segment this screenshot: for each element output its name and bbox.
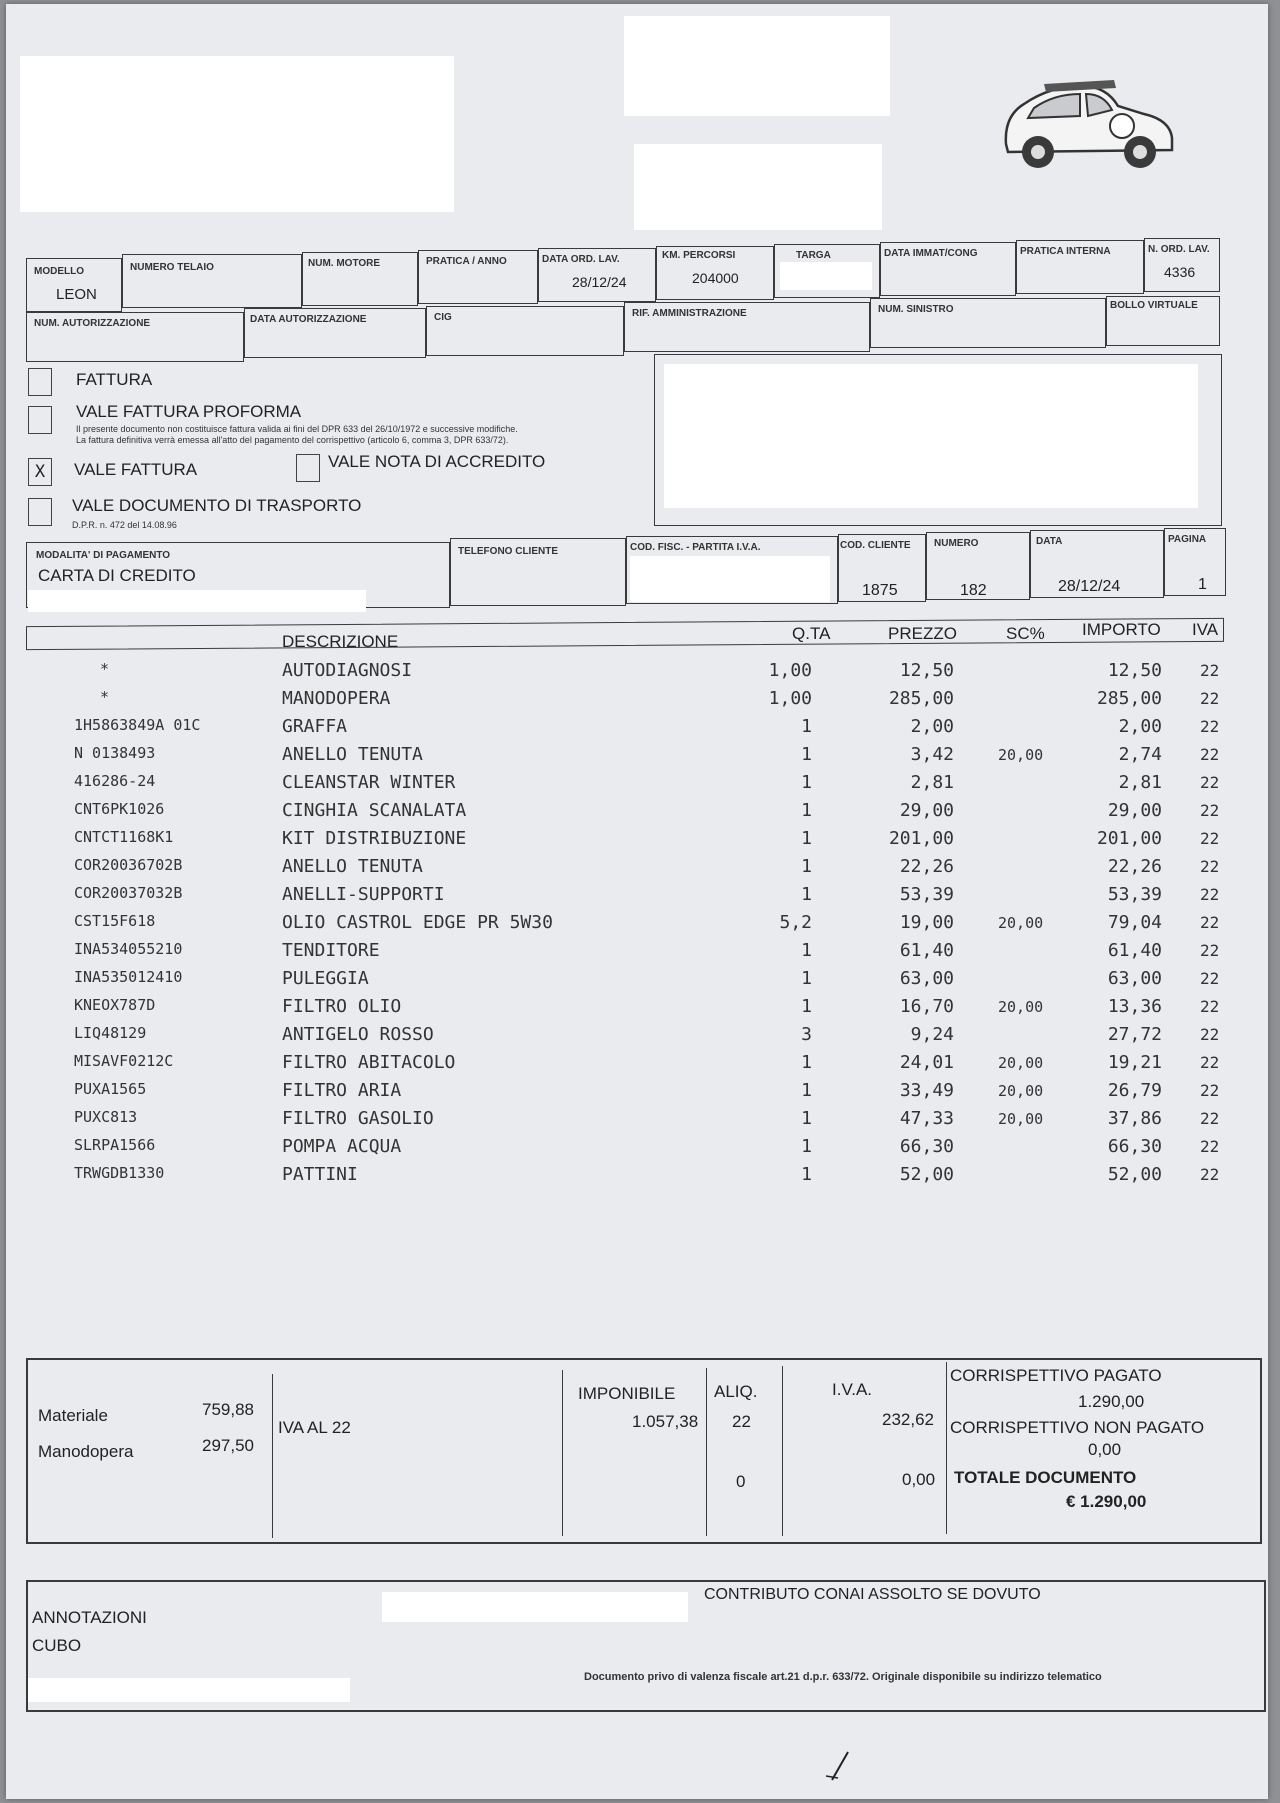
item-iva: 22 (1200, 689, 1220, 708)
rif-amministrazione-label: RIF. AMMINISTRAZIONE (632, 308, 747, 319)
item-price: 2,00 (910, 716, 954, 737)
documento-trasporto-label: VALE DOCUMENTO DI TRASPORTO (72, 496, 362, 515)
item-iva: 22 (1200, 969, 1220, 988)
targa-label: TARGA (796, 250, 831, 261)
item-description: TENDITORE (282, 940, 380, 961)
summary-divider-1 (272, 1374, 273, 1538)
item-price: 201,00 (888, 828, 954, 849)
item-iva: 22 (1200, 1081, 1220, 1100)
item-code: MISAVF0212C (74, 1052, 174, 1070)
item-price: 33,49 (899, 1080, 954, 1101)
item-code: INA534055210 (74, 940, 183, 958)
table-row (6, 800, 1268, 824)
item-importo: 66,30 (1107, 1136, 1162, 1157)
invoice-sheet (6, 4, 1268, 1799)
item-code: * (100, 660, 110, 678)
item-iva: 22 (1200, 1165, 1220, 1184)
numero-telaio-label: NUMERO TELAIO (130, 262, 214, 273)
item-price: 9,24 (910, 1024, 954, 1045)
item-code: COR20037032B (74, 884, 183, 902)
corrispettivo-pagato-label: CORRISPETTIVO PAGATO (950, 1366, 1162, 1385)
item-qta: 1 (801, 968, 812, 989)
modalita-pagamento-value: CARTA DI CREDITO (38, 566, 196, 585)
item-description: KIT DISTRIBUZIONE (282, 828, 467, 849)
table-row (6, 772, 1268, 796)
item-discount: 20,00 (998, 998, 1044, 1016)
item-code: N 0138493 (74, 744, 156, 762)
manodopera-label: Manodopera (38, 1442, 134, 1461)
item-description: CINGHIA SCANALATA (282, 800, 467, 821)
item-qta: 1 (801, 856, 812, 877)
pagina-value: 1 (1198, 576, 1207, 593)
summary-divider-3 (706, 1368, 707, 1536)
totale-documento-label: TOTALE DOCUMENTO (954, 1468, 1137, 1487)
annotazioni-label: ANNOTAZIONI (32, 1608, 147, 1627)
redacted-annotation (382, 1592, 688, 1622)
num-autorizzazione-label: NUM. AUTORIZZAZIONE (34, 318, 151, 329)
n-ord-lav-label: N. ORD. LAV. (1148, 244, 1210, 255)
pagina-label: PAGINA (1168, 534, 1207, 545)
item-description: OLIO CASTROL EDGE PR 5W30 (282, 912, 553, 933)
item-qta: 1 (801, 996, 812, 1017)
item-iva: 22 (1200, 857, 1220, 876)
item-discount: 20,00 (998, 914, 1044, 932)
imponibile-label: IMPONIBILE (578, 1384, 676, 1403)
fattura-label: FATTURA (76, 370, 153, 389)
totale-documento-value: € 1.290,00 (1066, 1492, 1147, 1511)
item-qta: 1 (801, 744, 812, 765)
summary-divider-5 (946, 1362, 947, 1534)
item-qta: 1 (801, 1136, 812, 1157)
item-qta: 1 (801, 1108, 812, 1129)
iva-header: IVA (1192, 620, 1219, 639)
item-description: GRAFFA (282, 716, 348, 737)
item-iva: 22 (1200, 773, 1220, 792)
km-percorsi-value: 204000 (692, 270, 739, 286)
data-value: 28/12/24 (1058, 578, 1121, 595)
item-description: POMPA ACQUA (282, 1136, 402, 1157)
descrizione-header: DESCRIZIONE (282, 632, 399, 651)
item-description: CLEANSTAR WINTER (282, 772, 456, 793)
annotazioni-value: CUBO (32, 1636, 82, 1655)
conai-note: CONTRIBUTO CONAI ASSOLTO SE DOVUTO (704, 1586, 1041, 1603)
table-row (6, 1136, 1268, 1160)
item-code: * (100, 688, 110, 706)
table-row (6, 940, 1268, 964)
cod-cliente-value: 1875 (862, 582, 898, 599)
table-row (6, 1108, 1268, 1132)
item-qta: 1,00 (768, 660, 812, 681)
summary-divider-4 (782, 1366, 783, 1536)
item-code: CNTCT1168K1 (74, 828, 174, 846)
item-description: MANODOPERA (282, 688, 391, 709)
numero-value: 182 (960, 582, 987, 599)
documento-trasporto-note: D.P.R. n. 472 del 14.08.96 (72, 520, 177, 530)
item-qta: 1,00 (768, 688, 812, 709)
num-sinistro-label: NUM. SINISTRO (878, 304, 954, 315)
item-importo: 61,40 (1107, 940, 1162, 961)
item-description: AUTODIAGNOSI (282, 660, 413, 681)
table-row (6, 716, 1268, 740)
item-iva: 22 (1200, 661, 1220, 680)
pratica-anno-label: PRATICA / ANNO (426, 256, 507, 267)
item-code: LIQ48129 (74, 1024, 147, 1042)
item-price: 285,00 (888, 688, 954, 709)
table-row (6, 1052, 1268, 1076)
item-iva: 22 (1200, 885, 1220, 904)
item-code: 1H5863849A 01C (74, 716, 201, 734)
item-code: PUXA1565 (74, 1080, 147, 1098)
item-price: 66,30 (899, 1136, 954, 1157)
qta-header: Q.TA (792, 624, 831, 643)
table-row (6, 856, 1268, 880)
item-code: PUXC813 (74, 1108, 138, 1126)
item-code: CST15F618 (74, 912, 156, 930)
materiale-value: 759,88 (202, 1400, 254, 1419)
vale-fattura-checkbox[interactable]: X (28, 458, 52, 486)
item-qta: 1 (801, 1052, 812, 1073)
item-price: 16,70 (899, 996, 954, 1017)
importo-header: IMPORTO (1082, 620, 1161, 639)
numero-label: NUMERO (934, 538, 979, 549)
item-importo: 53,39 (1107, 884, 1162, 905)
iva-al-label: IVA AL 22 (278, 1418, 351, 1437)
item-description: PULEGGIA (282, 968, 369, 989)
item-importo: 201,00 (1096, 828, 1162, 849)
item-description: FILTRO ARIA (282, 1080, 402, 1101)
item-importo: 19,21 (1107, 1052, 1162, 1073)
item-price: 63,00 (899, 968, 954, 989)
aliq-value-2: 0 (736, 1472, 746, 1491)
materiale-label: Materiale (38, 1406, 108, 1425)
data-label: DATA (1036, 536, 1063, 547)
item-importo: 13,36 (1107, 996, 1162, 1017)
table-row (6, 996, 1268, 1020)
item-code: INA535012410 (74, 968, 183, 986)
item-importo: 2,74 (1118, 744, 1162, 765)
table-row (6, 744, 1268, 768)
sc-header: SC% (1006, 624, 1045, 643)
item-price: 12,50 (899, 660, 954, 681)
item-iva: 22 (1200, 717, 1220, 736)
proforma-label: VALE FATTURA PROFORMA (76, 402, 302, 421)
item-iva: 22 (1200, 1109, 1220, 1128)
iva-value-1: 232,62 (882, 1410, 934, 1429)
summary-divider-2 (562, 1370, 563, 1536)
item-discount: 20,00 (998, 1110, 1044, 1128)
manodopera-value: 297,50 (202, 1436, 254, 1455)
item-code: SLRPA1566 (74, 1136, 156, 1154)
item-description: ANTIGELO ROSSO (282, 1024, 434, 1045)
item-price: 61,40 (899, 940, 954, 961)
item-importo: 285,00 (1096, 688, 1162, 709)
item-importo: 63,00 (1107, 968, 1162, 989)
item-description: ANELLO TENUTA (282, 744, 423, 765)
item-importo: 52,00 (1107, 1164, 1162, 1185)
nota-accredito-label: VALE NOTA DI ACCREDITO (328, 452, 546, 471)
corrispettivo-non-pagato-label: CORRISPETTIVO NON PAGATO (950, 1418, 1205, 1437)
item-price: 29,00 (899, 800, 954, 821)
item-importo: 22,26 (1107, 856, 1162, 877)
item-code: CNT6PK1026 (74, 800, 165, 818)
proforma-note-2: La fattura definitiva verrà emessa all'atto del pagamento del corrispettivo (articolo 6, comma 3, DPR 633/72). (76, 435, 509, 445)
disclaimer: Documento privo di valenza fiscale art.21 d.p.r. 633/72. Originale disponibile su indirizzo telematico (584, 1671, 1102, 1683)
corrispettivo-non-pagato-value: 0,00 (1088, 1440, 1122, 1459)
item-qta: 1 (801, 884, 812, 905)
item-code: KNEOX787D (74, 996, 156, 1014)
item-price: 24,01 (899, 1052, 954, 1073)
pen-mark-icon (822, 1746, 862, 1786)
aliq-value-1: 22 (732, 1412, 751, 1431)
item-importo: 37,86 (1107, 1108, 1162, 1129)
iva-label: I.V.A. (832, 1380, 873, 1399)
modello-value: LEON (56, 286, 97, 303)
item-iva: 22 (1200, 913, 1220, 932)
proforma-note-1: Il presente documento non costituisce fattura valida ai fini del DPR 633 del 26/10/1972 e successive modifiche. (76, 424, 518, 434)
item-description: ANELLI-SUPPORTI (282, 884, 445, 905)
item-code: COR20036702B (74, 856, 183, 874)
item-iva: 22 (1200, 801, 1220, 820)
item-description: FILTRO ABITACOLO (282, 1052, 456, 1073)
item-description: FILTRO GASOLIO (282, 1108, 434, 1129)
item-discount: 20,00 (998, 746, 1044, 764)
pratica-interna-label: PRATICA INTERNA (1020, 246, 1111, 257)
item-importo: 79,04 (1107, 912, 1162, 933)
num-motore-label: NUM. MOTORE (308, 258, 381, 269)
item-iva: 22 (1200, 1025, 1220, 1044)
item-qta: 5,2 (779, 912, 812, 933)
data-immat-label: DATA IMMAT/CONG (884, 248, 978, 259)
km-percorsi-label: KM. PERCORSI (662, 250, 736, 261)
item-importo: 2,81 (1118, 772, 1162, 793)
item-importo: 12,50 (1107, 660, 1162, 681)
n-ord-lav-value: 4336 (1164, 264, 1196, 280)
data-ord-lav-label: DATA ORD. LAV. (542, 254, 620, 265)
item-discount: 20,00 (998, 1054, 1044, 1072)
data-autorizzazione-label: DATA AUTORIZZAZIONE (250, 314, 367, 325)
item-iva: 22 (1200, 745, 1220, 764)
item-importo: 27,72 (1107, 1024, 1162, 1045)
item-iva: 22 (1200, 941, 1220, 960)
item-rows (6, 4, 1268, 1244)
item-code: 416286-24 (74, 772, 156, 790)
item-qta: 1 (801, 1164, 812, 1185)
table-row (6, 688, 1268, 712)
item-qta: 3 (801, 1024, 812, 1045)
cod-fisc-label: COD. FISC. - PARTITA I.V.A. (630, 542, 761, 553)
prezzo-header: PREZZO (888, 624, 957, 643)
item-price: 2,81 (910, 772, 954, 793)
item-qta: 1 (801, 940, 812, 961)
iva-value-2: 0,00 (902, 1470, 936, 1489)
table-row (6, 1080, 1268, 1104)
table-row (6, 1164, 1268, 1188)
item-qta: 1 (801, 828, 812, 849)
modalita-pagamento-label: MODALITA' DI PAGAMENTO (36, 550, 171, 561)
imponibile-value: 1.057,38 (632, 1412, 699, 1431)
redacted-footer-line (28, 1678, 350, 1702)
telefono-cliente-label: TELEFONO CLIENTE (458, 546, 558, 557)
item-importo: 26,79 (1107, 1080, 1162, 1101)
table-row (6, 968, 1268, 992)
table-row (6, 912, 1268, 936)
cig-label: CIG (434, 312, 452, 323)
table-row (6, 828, 1268, 852)
bollo-virtuale-label: BOLLO VIRTUALE (1110, 300, 1198, 311)
item-price: 3,42 (910, 744, 954, 765)
item-price: 53,39 (899, 884, 954, 905)
item-description: PATTINI (282, 1164, 358, 1185)
item-qta: 1 (801, 800, 812, 821)
item-price: 19,00 (899, 912, 954, 933)
cod-cliente-label: COD. CLIENTE (840, 540, 911, 551)
item-price: 47,33 (899, 1108, 954, 1129)
item-price: 52,00 (899, 1164, 954, 1185)
item-discount: 20,00 (998, 1082, 1044, 1100)
table-row (6, 884, 1268, 908)
aliq-label: ALIQ. (714, 1382, 758, 1401)
modello-label: MODELLO (34, 266, 84, 277)
item-description: FILTRO OLIO (282, 996, 402, 1017)
item-iva: 22 (1200, 1137, 1220, 1156)
vale-fattura-label: VALE FATTURA (74, 460, 198, 479)
item-iva: 22 (1200, 1053, 1220, 1072)
item-price: 22,26 (899, 856, 954, 877)
item-code: TRWGDB1330 (74, 1164, 165, 1182)
data-ord-lav-value: 28/12/24 (572, 274, 627, 290)
item-qta: 1 (801, 716, 812, 737)
item-importo: 29,00 (1107, 800, 1162, 821)
item-qta: 1 (801, 1080, 812, 1101)
item-iva: 22 (1200, 829, 1220, 848)
item-iva: 22 (1200, 997, 1220, 1016)
item-description: ANELLO TENUTA (282, 856, 423, 877)
table-row (6, 1024, 1268, 1048)
item-qta: 1 (801, 772, 812, 793)
item-importo: 2,00 (1118, 716, 1162, 737)
table-row (6, 660, 1268, 684)
corrispettivo-pagato-value: 1.290,00 (1078, 1392, 1145, 1411)
